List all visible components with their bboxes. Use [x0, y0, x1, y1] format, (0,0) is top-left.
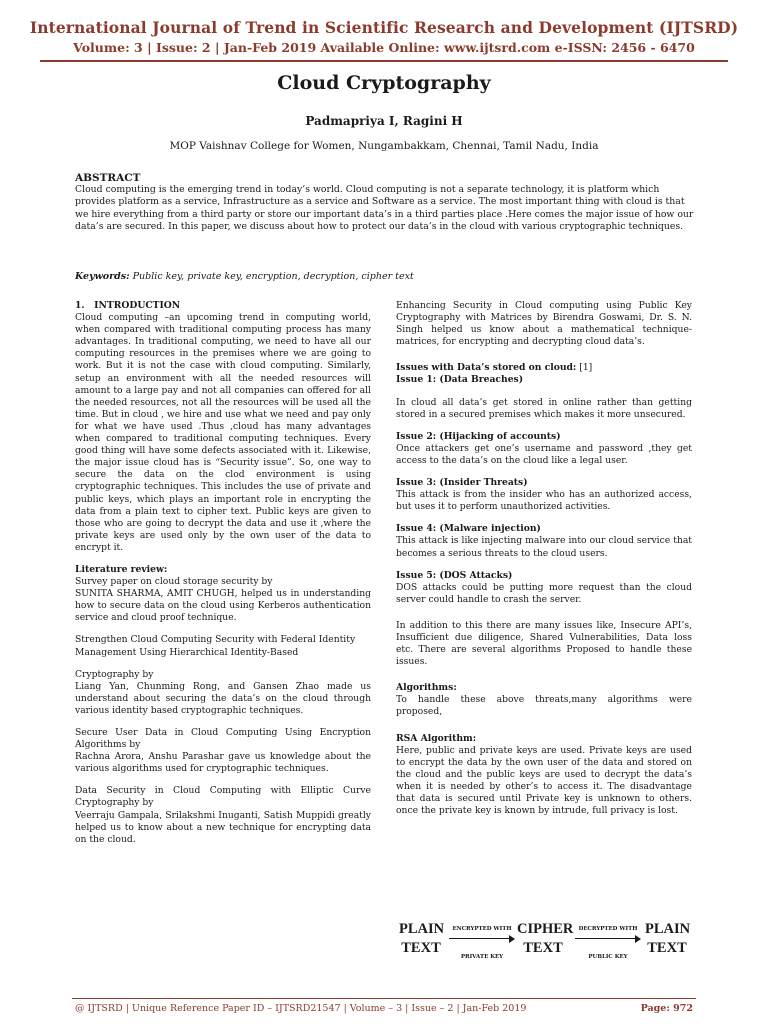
- journal-volume-line: Volume: 3 | Issue: 2 | Jan-Feb 2019 Available Online: www.ijtsrd.com e-ISSN: 2456 - 6470: [73, 40, 695, 55]
- lit3-text: Liang Yan, Chunming Rong, and Gansen Zhao made us understand about securing the data’s on the cloud through various identity based cryptographic techniques.: [75, 680, 371, 716]
- intro-text: Cloud computing –an upcoming trend in computing world, when compared with traditional computing process has many advantages. In traditional computing, we need to have all our computing resources in the premises where we are going to work. But it is not the case with cloud computing. Similarly, setup an environment with all the needed resources will amount to a large pay and not all companies can offered for all the needed resources, not all the resources will be used all the time. But in cloud , we hire and use what we need and pay only for what we have used .Thus ,cloud has many advantages when compared to traditional computing techniques. Every good thing will have some defects associated with it. Likewise, the major issue cloud has is “Security issue”. So, one way to secure the data on the clod environment is using cryptographic techniques. This includes the use of private and public keys, which plays an important role in encrypting the data from a plain text to cipher text. Public keys are given to those who are going to decrypt the data and use it ,where the private keys are used only by the own user of the data to encrypt it.: [75, 312, 371, 553]
- abstract-text: Cloud computing is the emerging trend in today’s world. Cloud computing is not a separate technology, it is platform which provides platform as a service, Infrastructure as a service and Software as a service. The most important thing with cloud is that we hire everything from a third party or store our important data’s in a third parties place .Here comes the major issue of how our data’s are secured. In this paper, we discuss about how to protect our data’s in the cloud with various cryptographic techniques.: [75, 184, 694, 233]
- more-issues-text: In addition to this there are many issues like, Insecure API’s, Insufficient due diligence, Shared Vulnerabilities, Data loss etc. There are several algorithms Proposed to handle these issues.: [396, 619, 692, 668]
- algorithms-heading: Algorithms:: [396, 682, 457, 694]
- paper-affiliation: MOP Vaishnav College for Women, Nungambakkam, Chennai, Tamil Nadu, India: [169, 140, 599, 152]
- public-key-label: PUBLIC KEY: [588, 954, 628, 960]
- abstract-heading: ABSTRACT: [75, 172, 141, 184]
- issue2-text: Once attackers get one’s username and password ,they get access to the data’s on the cloud like a legal user.: [396, 442, 692, 466]
- issues-ref: [1]: [576, 362, 593, 374]
- decrypted-with-label: DECRYPTED WITH: [578, 926, 638, 932]
- issues-heading: Issues with Data’s stored on cloud:: [396, 362, 577, 374]
- private-key-label: PRIVATE KEY: [460, 954, 504, 960]
- issue5-heading: Issue 5: (DOS Attacks): [396, 569, 513, 581]
- decrypt-arrow: [575, 938, 639, 939]
- cipher-text-label: [517, 921, 574, 956]
- header-divider: [40, 60, 728, 62]
- encrypt-arrow: [449, 938, 513, 939]
- footer-reference: @ IJTSRD | Unique Reference Paper ID – IJTSRD21547 | Volume – 3 | Issue – 2 | Jan-Feb 2019: [75, 1003, 527, 1014]
- issue5-text: DOS attacks could be putting more request than the cloud server could handle to crash the server.: [396, 581, 692, 605]
- issue4-heading: Issue 4: (Malware injection): [396, 523, 541, 535]
- footer-divider: [72, 998, 696, 999]
- journal-name: International Journal of Trend in Scientific Research and Development (IJTSRD): [29, 18, 739, 37]
- cipher-text-bottom: TEXT: [523, 940, 563, 956]
- lit2-title: Strengthen Cloud Computing Security with Federal Identity Management Using Hierarchical Identity-Based: [75, 634, 356, 658]
- issue1-heading: Issue 1: (Data Breaches): [396, 374, 524, 386]
- issue2-heading: Issue 2: (Hijacking of accounts): [396, 430, 561, 442]
- enhancing-security-text: Enhancing Security in Cloud computing using Public Key Cryptography with Matrices by Birendra Goswami, Dr. S. N. Singh helped us know about a mathematical technique-matrices, for encrypting and decrypting cloud data’s.: [396, 300, 692, 348]
- issue1-text: In cloud all data’s get stored in online rather than getting stored in a secured premises which makes it more unsecured.: [396, 396, 692, 420]
- issue3-heading: Issue 3: (Insider Threats): [396, 477, 528, 489]
- keywords-label: Keywords:: [75, 271, 130, 282]
- rsa-heading: RSA Algorithm:: [396, 732, 477, 744]
- issue3-text: This attack is from the insider who has an authorized access, but uses it to perform unauthorized activities.: [396, 489, 692, 513]
- issues-heading-line: [396, 362, 692, 374]
- footer-page-number: Page: 972: [640, 1003, 693, 1014]
- plain-text-output-bottom: TEXT: [647, 940, 687, 956]
- encryption-flow-diagram: [397, 918, 693, 968]
- plain-text-input-label: [399, 922, 443, 956]
- lit5-text: Veerraju Gampala, Srilakshmi Inuganti, Satish Muppidi greatly helped us to know about a new technique for encrypting data on the cloud.: [75, 809, 371, 845]
- plain-text-input-top: PLAIN: [399, 921, 445, 937]
- plain-text-output-top: PLAIN: [645, 921, 691, 937]
- intro-heading: 1. INTRODUCTION: [75, 300, 181, 311]
- lit4-text: Rachna Arora, Anshu Parashar gave us knowledge about the various algorithms used for cryptographic techniques.: [75, 751, 371, 775]
- cipher-text-top: CIPHER: [517, 921, 574, 937]
- lit-review-heading: Literature review:: [75, 563, 168, 575]
- algorithms-text: To handle these above threats,many algorithms were proposed,: [396, 694, 692, 718]
- keywords: [75, 271, 695, 282]
- keywords-text: Public key, private key, encryption, decryption, cipher text: [129, 271, 414, 282]
- plain-text-input-bottom: TEXT: [401, 940, 441, 956]
- lit4-title: Secure User Data in Cloud Computing Using Encryption Algorithms by: [75, 727, 371, 751]
- lit3-title: Cryptography by: [75, 668, 154, 680]
- encrypted-with-label: ENCRYPTED WITH: [452, 926, 512, 932]
- issue4-text: This attack is like injecting malware into our cloud service that becomes a serious threats to the cloud users.: [396, 535, 692, 559]
- lit1-title: Survey paper on cloud storage security by: [75, 576, 273, 588]
- lit1-text: SUNITA SHARMA, AMIT CHUGH, helped us in understanding how to secure data on the cloud using Kerberos authentication service and cloud proof technique.: [75, 588, 371, 624]
- lit5-title: Data Security in Cloud Computing with Elliptic Curve Cryptography by: [75, 785, 371, 809]
- paper-authors: Padmapriya I, Ragini H: [305, 114, 463, 128]
- right-column: [396, 300, 692, 817]
- paper-title: Cloud Cryptography: [277, 72, 491, 94]
- rsa-text: Here, public and private keys are used. Private keys are used to encrypt the data by the own user of the data and stored on the cloud and the public keys are used to decrypt the data’s when it is needed by other’s to access it. The disadvantage that data is secured until Private key is unknown to others. once the private key is known by intrude, full privacy is lost.: [396, 744, 692, 817]
- left-column: [75, 300, 371, 846]
- plain-text-output-label: [645, 922, 689, 956]
